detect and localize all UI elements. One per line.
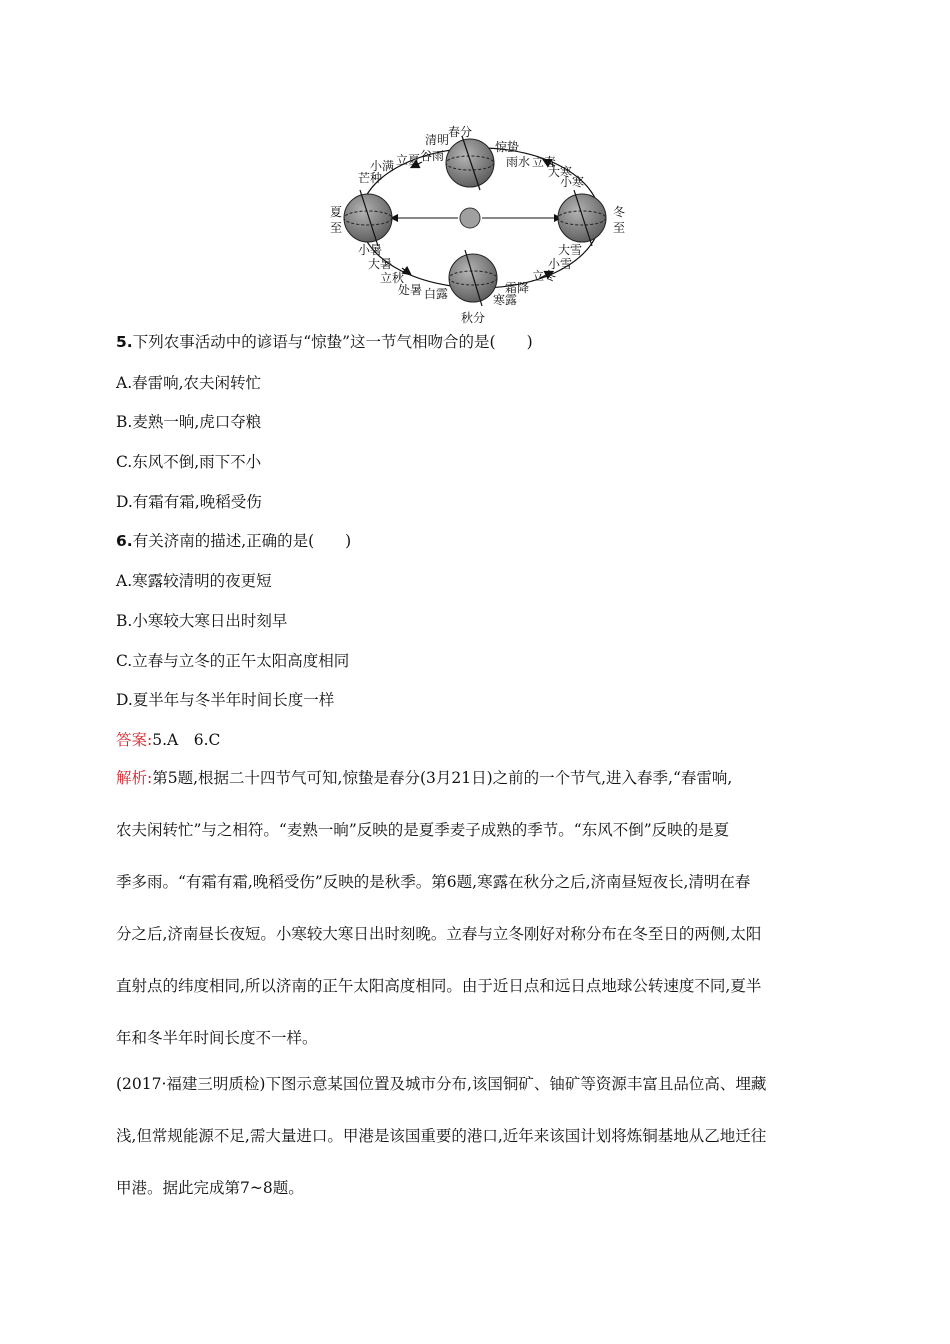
label-daxue: 大雪: [558, 243, 583, 257]
q6-option-c: C.立春与立冬的正午太阳高度相同: [116, 652, 350, 670]
q6-option-a: A.寒露较清明的夜更短: [116, 572, 272, 590]
analysis-line-1: 解析:第5题,根据二十四节气可知,惊蛰是春分(3月21日)之前的一个节气,进入春季,“春雷响,: [116, 769, 733, 787]
question-5: [116, 330, 533, 352]
label-mangzhong: 芒种: [358, 171, 383, 185]
q5-option-c: C.东风不倒,雨下不小: [116, 453, 262, 471]
label-qingming: 清明: [425, 133, 450, 147]
analysis-line-4: 分之后,济南昼长夜短。小寒较大寒日出时刻晚。立春与立冬刚好对称分布在冬至日的两侧,太阳: [116, 925, 762, 943]
label-chunfen: 春分: [448, 125, 473, 139]
intro-line-2: 浅,但常规能源不足,需大量进口。甲港是该国重要的港口,近年来该国计划将炼铜基地从乙地迁往: [116, 1127, 767, 1145]
label-xiaoman: 小满: [370, 159, 395, 173]
label-shuangjiang: 霜降: [505, 281, 530, 295]
label-qiufen: 秋分: [461, 311, 486, 325]
q6-option-b: B.小寒较大寒日出时刻早: [116, 612, 288, 630]
globe-winter-solstice: [558, 190, 606, 246]
label-liqiu: 立秋: [380, 271, 405, 285]
globe-autumn-equinox: [449, 250, 497, 306]
label-bailu: 白露: [424, 287, 449, 301]
intro-paragraph: [116, 1064, 836, 1208]
question-5-stem: 下列农事活动中的谚语与“惊蛰”这一节气相吻合的是( ): [132, 333, 533, 351]
sun: [460, 208, 480, 228]
label-guyu: 谷雨: [420, 149, 445, 163]
q5-option-a: A.春雷响,农夫闲转忙: [116, 374, 262, 392]
intro-line-3: 甲港。据此完成第7~8题。: [116, 1179, 304, 1197]
analysis-line-3: 季多雨。“有霜有霜,晚稻受伤”反映的是秋季。第6题,寒露在秋分之后,济南昼短夜长,清明在春: [116, 873, 751, 891]
label-lixia: 立夏: [396, 153, 421, 167]
answer-line: [116, 728, 220, 750]
earth-orbit-solar-terms-diagram: [330, 118, 630, 326]
label-xiaohan: 小寒: [560, 175, 585, 189]
intro-line-1: (2017·福建三明质检)下图示意某国位置及城市分布,该国铜矿、铀矿等资源丰富且品位高、埋藏: [116, 1075, 767, 1093]
label-xiazhi-2: 至: [330, 221, 343, 235]
label-dongzhi-2: 至: [613, 221, 626, 235]
label-xiaoxue: 小雪: [548, 257, 573, 271]
answer-label: 答案:: [116, 731, 153, 749]
q5-option-d: D.有霜有霜,晚稻受伤: [116, 493, 262, 511]
q5-option-b: B.麦熟一晌,虎口夺粮: [116, 413, 262, 431]
globe-spring-equinox: [446, 136, 494, 190]
label-dongzhi-1: 冬: [613, 205, 626, 219]
question-5-number: 5.: [116, 333, 133, 351]
question-6: [116, 529, 351, 551]
label-dahan: 大寒: [548, 165, 573, 179]
label-jingzhe: 惊蛰: [495, 140, 520, 154]
label-chushu: 处暑: [398, 283, 423, 297]
analysis-label: 解析:: [116, 769, 153, 787]
question-6-number: 6.: [116, 532, 133, 550]
label-hanlu: 寒露: [493, 293, 518, 307]
analysis-line-2: 农夫闲转忙”与之相符。“麦熟一晌”反映的是夏季麦子成熟的季节。“东风不倒”反映的是夏: [116, 821, 730, 839]
globe-summer-solstice: [344, 190, 392, 246]
analysis-line-5: 直射点的纬度相同,所以济南的正午太阳高度相同。由于近日点和远日点地球公转速度不同,夏半: [116, 977, 762, 995]
analysis-line-6: 年和冬半年时间长度不一样。: [116, 1029, 318, 1047]
label-lidong: 立冬: [532, 269, 557, 283]
analysis-paragraph: [116, 758, 836, 1058]
label-dashu: 大暑: [368, 257, 393, 271]
q6-option-d: D.夏半年与冬半年时间长度一样: [116, 691, 335, 709]
label-lichun: 立春: [532, 155, 557, 169]
label-xiazhi-1: 夏: [330, 205, 343, 219]
label-xiaoshu: 小暑: [358, 243, 383, 257]
answer-text: 5.A 6.C: [152, 731, 221, 749]
label-yushui: 雨水: [506, 155, 531, 169]
question-6-stem: 有关济南的描述,正确的是( ): [132, 532, 352, 550]
